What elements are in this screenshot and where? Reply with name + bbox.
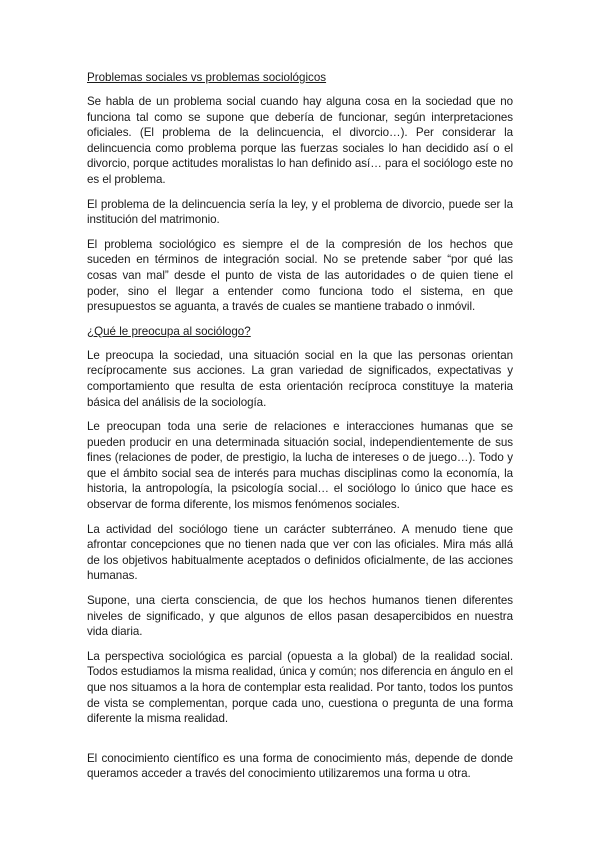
paragraph-consciousness: Supone, una cierta consciencia, de que los hechos humanos tienen diferentes niveles de significado, y que algunos de ellos pasan desapercibidos en nuestra vida diaria.	[87, 594, 513, 639]
paragraph-social-problem: Se habla de un problema social cuando hay alguna cosa en la sociedad que no funciona tal como se supone que debería de funcionar, según interpretaciones oficiales. (El problema de la delincuencia, el divorcio…). Per considerar la delincuencia como problema porque las fuerzas sociales lo han decidido así o el divorcio, porque actitudes moralistas lo han definido así… para el sociólogo este no es el problema.	[87, 95, 513, 186]
paragraph-subterranean: La actividad del sociólogo tiene un carácter subterráneo. A menudo tiene que afrontar concepciones que no tienen nada que ver con las oficiales. Mira más allá de los objetivos habitualmente aceptados o definidos oficialmente, de las acciones humanas.	[87, 522, 513, 583]
paragraph-sociological-problem: El problema sociológico es siempre el de la compresión de los hechos que suceden en términos de integración social. No se pretende saber “por qué las cosas van mal” desde el punto de vista de las autoridades o de quien tiene el poder, sino el llegar a entender como funciona todo el sistema, en que presupuestos se aguanta, a través de cuales se mantiene trabado o inmóvil.	[87, 237, 513, 314]
document-title: Problemas sociales vs problemas sociológicos	[87, 71, 327, 84]
paragraph-crime-divorce: El problema de la delincuencia sería la ley, y el problema de divorcio, puede ser la institución del matrimonio.	[87, 197, 513, 227]
section-subheading: ¿Qué le preocupa al sociólogo?	[87, 324, 251, 338]
paragraph-interactions: Le preocupan toda una serie de relaciones e interacciones humanas que se pueden producir en una determinada situación social, independientemente de sus fines (relaciones de poder, de prestigio, la lucha de intereses o de juego…). Todo y que el ámbito social sea de interés para muchas disciplinas como la economía, la historia, la antropología, la psicología social… el sociólogo lo único que hace es observar de forma diferente, los mismos fenómenos sociales.	[87, 420, 513, 512]
paragraph-scientific-knowledge: El conocimiento científico es una forma de conocimiento más, depende de donde queramos acceder a través del conocimiento utilizaremos una forma u otra.	[87, 751, 513, 781]
paragraph-perspective: La perspectiva sociológica es parcial (opuesta a la global) de la realidad social. Todos estudiamos la misma realidad, única y común; nos diferencia en ángulo en el que nos situamos a la hora de contemplar esta realidad. Por tanto, todos los puntos de vista se complementan, porque cada uno, cuestiona o pregunta de una forma diferente la misma realidad.	[87, 649, 513, 726]
paragraph-society: Le preocupa la sociedad, una situación social en la que las personas orientan recíprocamente sus acciones. La gran variedad de significados, expectativas y comportamiento que resulta de esta orientación recíproca constituye la materia básica del análisis de la sociología.	[87, 348, 513, 409]
